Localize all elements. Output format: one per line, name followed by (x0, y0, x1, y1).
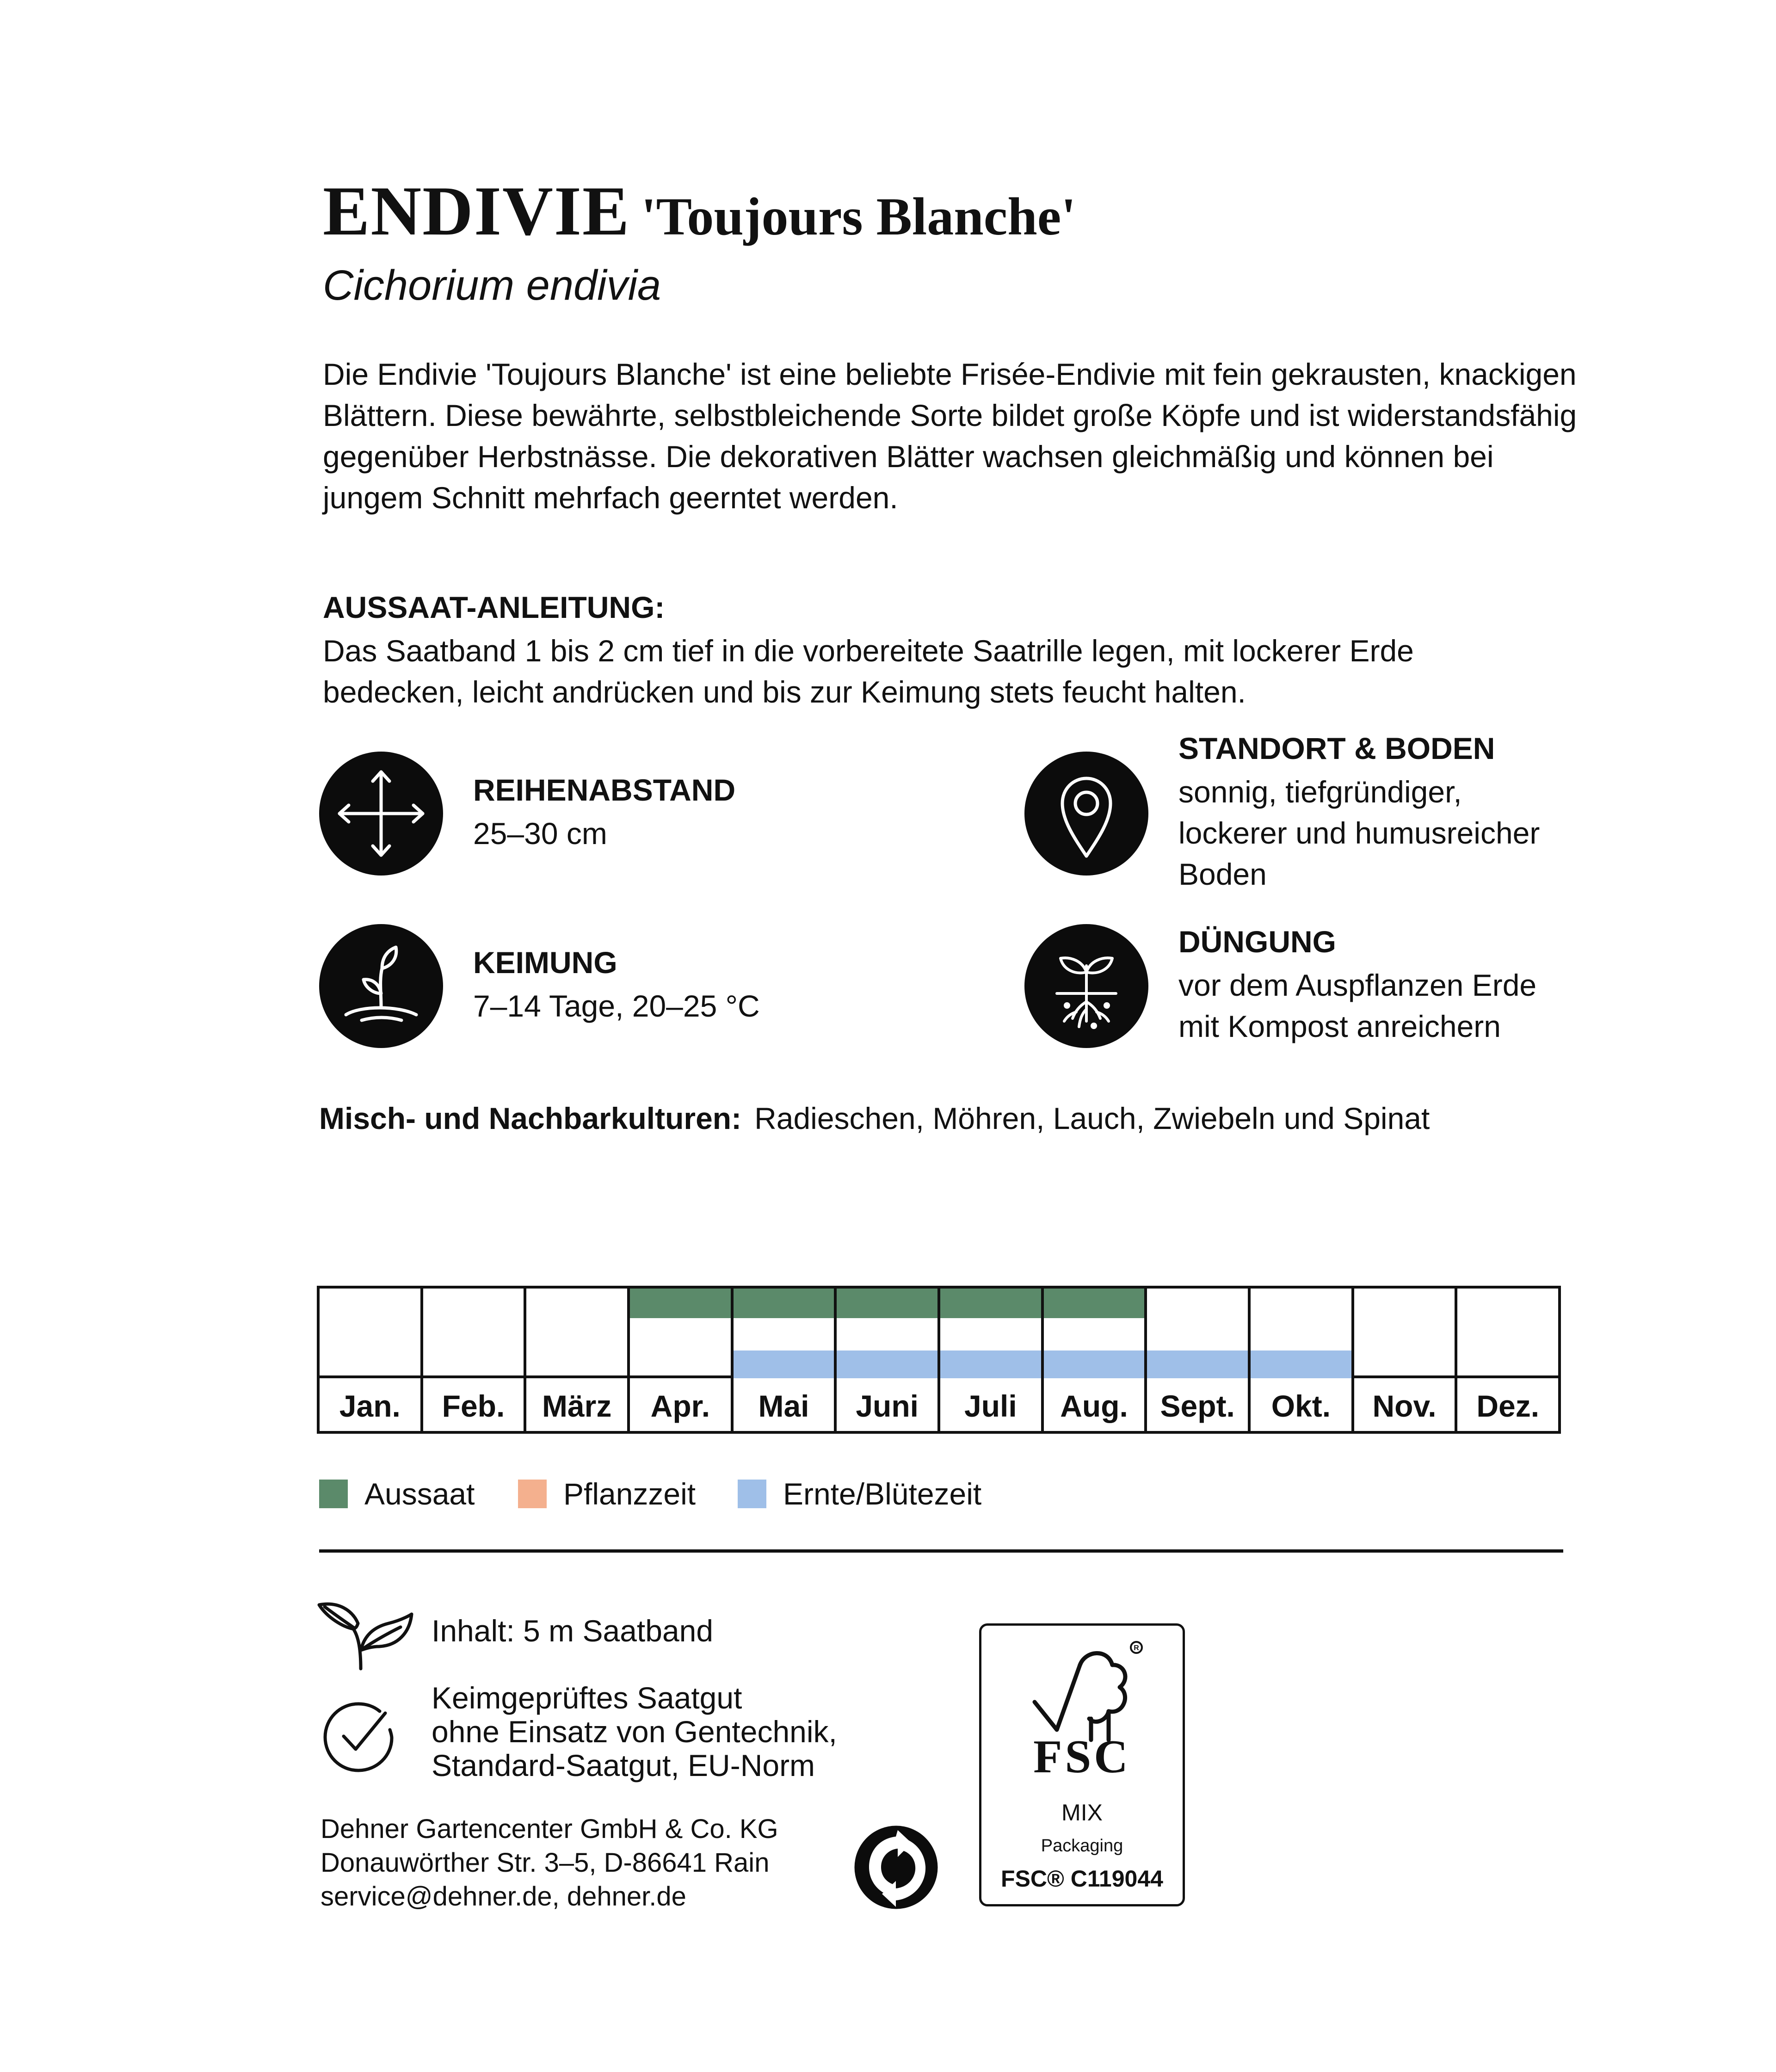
calendar-month (1457, 1289, 1558, 1431)
location-pin-icon (1024, 752, 1148, 876)
instructions-heading: AUSSAAT-ANLEITUNG: (323, 590, 665, 624)
calendar-month-label: März (542, 1389, 612, 1423)
calendar-month (1251, 1289, 1354, 1431)
calendar-month-label: Aug. (1060, 1389, 1128, 1423)
product-name: ENDIVIE (323, 172, 630, 250)
sowing-bar (1044, 1289, 1145, 1318)
legend-harvest-swatch (738, 1480, 766, 1508)
calendar-month (837, 1289, 940, 1431)
fsc-packaging: Packaging (1041, 1836, 1123, 1856)
legend-planting-label: Pflanzzeit (563, 1477, 696, 1511)
companion-text: Radieschen, Möhren, Lauch, Zwiebeln und Spinat (754, 1101, 1430, 1135)
calendar-month-label: Juni (856, 1389, 919, 1423)
calendar-cell (734, 1289, 834, 1378)
seed-line: Standard-Saatgut, EU-Norm (432, 1748, 815, 1782)
leaves-icon (314, 1591, 416, 1674)
calendar-cell (1147, 1289, 1248, 1378)
calendar-month (320, 1289, 423, 1431)
sowing-bar (940, 1289, 1041, 1318)
calendar-cell (423, 1289, 524, 1378)
fsc-mix: MIX (1061, 1800, 1103, 1825)
location-value: sonnig, tiefgründiger, lockerer und humusreicher Boden (1178, 775, 1540, 891)
calendar-cell (1354, 1289, 1455, 1378)
arrows-cross-icon (319, 752, 443, 876)
legend-planting (518, 1475, 696, 1512)
plant-roots-icon (1024, 924, 1148, 1048)
calendar-month (734, 1289, 837, 1431)
calendar-month-label: Nov. (1372, 1389, 1437, 1423)
calendar-cell (940, 1289, 1041, 1378)
legend-sowing (319, 1475, 475, 1512)
harvest-bar (837, 1350, 937, 1378)
calendar-month-label: Okt. (1271, 1389, 1331, 1423)
seed-line: Keimgeprüftes Saatgut (432, 1681, 742, 1715)
divider (319, 1549, 1563, 1553)
check-circle-icon (316, 1693, 400, 1777)
companion-plants (319, 1101, 1430, 1136)
product-title (323, 172, 1076, 250)
calendar-month-label: Mai (758, 1389, 809, 1423)
germination-value: 7–14 Tage, 20–25 °C (473, 989, 760, 1023)
spacing-value: 25–30 cm (473, 816, 607, 851)
harvest-bar (734, 1350, 834, 1378)
harvest-bar (1044, 1350, 1145, 1378)
company-line: Dehner Gartencenter GmbH & Co. KG (321, 1814, 778, 1844)
sowing-bar (837, 1289, 937, 1318)
calendar-cell (1044, 1289, 1145, 1378)
calendar-month (940, 1289, 1044, 1431)
companion-label: Misch- und Nachbarkulturen: (319, 1101, 742, 1135)
calendar-month-label: Sept. (1160, 1389, 1235, 1423)
company-line: service@dehner.de, dehner.de (321, 1881, 686, 1912)
sowing-bar (734, 1289, 834, 1318)
legend-harvest (738, 1475, 981, 1512)
company-address (321, 1812, 778, 1913)
calendar-cell (320, 1289, 420, 1378)
calendar-month (423, 1289, 527, 1431)
spacing-heading: REIHENABSTAND (473, 773, 736, 807)
fsc-certification-badge (979, 1623, 1185, 1906)
seedling-icon (319, 924, 443, 1048)
calendar-month-label: Dez. (1476, 1389, 1540, 1423)
calendar-cell (526, 1289, 627, 1378)
legend-harvest-label: Ernte/Blütezeit (783, 1477, 982, 1511)
harvest-bar (1251, 1350, 1351, 1378)
calendar-month (630, 1289, 734, 1431)
fsc-code: FSC® C119044 (1001, 1866, 1163, 1892)
calendar-month-label: Apr. (650, 1389, 710, 1423)
product-variety: 'Toujours Blanche' (641, 187, 1076, 247)
green-dot-recycling-icon (853, 1825, 939, 1910)
calendar-month (1044, 1289, 1147, 1431)
germination-heading: KEIMUNG (473, 945, 617, 980)
calendar-month-label: Jan. (339, 1389, 401, 1423)
calendar-cell (1457, 1289, 1558, 1378)
calendar-cell (1251, 1289, 1351, 1378)
calendar-month (526, 1289, 630, 1431)
content-amount: Inhalt: 5 m Saatband (432, 1614, 714, 1648)
calendar-month (1354, 1289, 1458, 1431)
seed-quality (432, 1681, 837, 1782)
fsc-logo-text: FSC (1033, 1731, 1131, 1783)
sowing-bar (630, 1289, 731, 1318)
location-heading: STANDORT & BODEN (1178, 731, 1495, 765)
seed-line: ohne Einsatz von Gentechnik, (432, 1714, 837, 1749)
calendar-month-label: Juli (964, 1389, 1017, 1423)
sowing-calendar (317, 1286, 1561, 1434)
legend-planting-swatch (518, 1480, 547, 1508)
fertilizing-heading: DÜNGUNG (1178, 925, 1336, 959)
company-line: Donauwörther Str. 3–5, D-86641 Rain (321, 1848, 770, 1878)
calendar-cell (837, 1289, 937, 1378)
latin-name: Cichorium endivia (323, 262, 661, 309)
calendar-cell (630, 1289, 731, 1378)
legend-sowing-swatch (319, 1480, 348, 1508)
legend-sowing-label: Aussaat (364, 1477, 475, 1511)
svg-text:R: R (1134, 1644, 1139, 1652)
harvest-bar (1147, 1350, 1248, 1378)
instructions-text: Das Saatband 1 bis 2 cm tief in die vorbereitete Saatrille legen, mit lockerer Erde bedecken, leicht andrücken und bis zur Keimung stets feucht halten. (323, 634, 1414, 709)
calendar-month-label: Feb. (442, 1389, 505, 1423)
product-description: Die Endivie 'Toujours Blanche' ist eine beliebte Frisée-Endivie mit fein gekrausten, knackigen Blättern. Diese bewährte, selbstbleichende Sorte bildet große Köpfe und ist widerstandsfähig gegenüber Herbstnässe. Die dekorativen Blätter wachsen gleichmäßig und können bei jungem Schnitt mehrfach geerntet werden. (323, 357, 1577, 515)
harvest-bar (940, 1350, 1041, 1378)
fertilizing-value: vor dem Auspflanzen Erde mit Kompost anreichern (1178, 968, 1537, 1043)
calendar-month (1147, 1289, 1251, 1431)
